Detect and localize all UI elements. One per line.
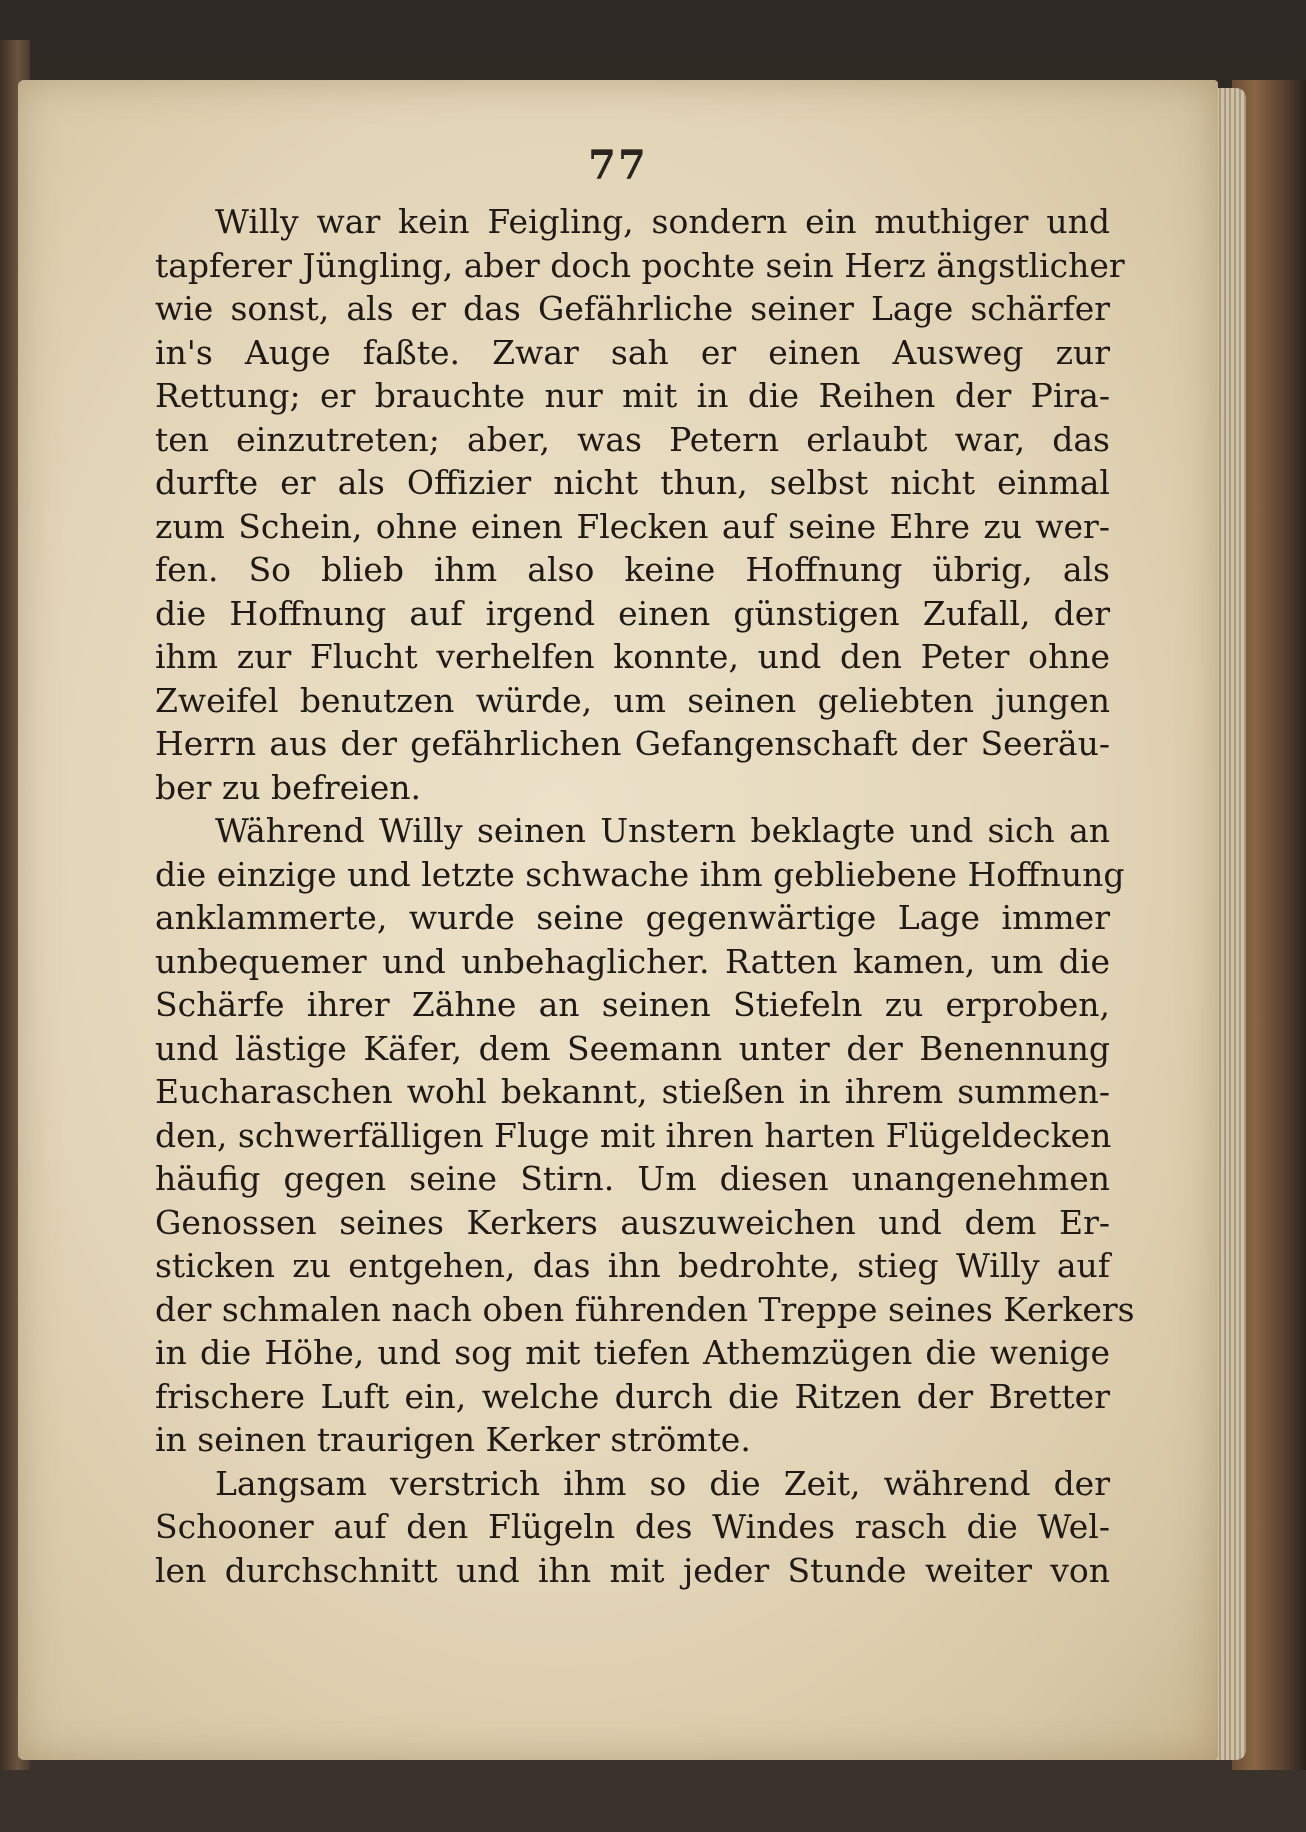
text-line: ihm zur Flucht verhelfen konnte, und den Peter ohne	[155, 637, 1110, 676]
text-line: ten einzutreten; aber, was Petern erlaubt war, das	[155, 419, 1110, 459]
text-line: die Hoffnung auf irgend einen günstigen Zufall, der	[155, 593, 1110, 633]
text-line: Schooner auf den Flügeln des Windes rasch die Wel-	[155, 1507, 1110, 1546]
text-line: unbequemer und unbehaglicher. Ratten kamen, um die	[155, 941, 1110, 981]
text-line: Willy war kein Feigling, sondern ein muthiger und	[215, 202, 1110, 241]
text-line: frischere Luft ein, welche durch die Ritzen der Bretter	[155, 1376, 1110, 1416]
text-line: Genossen seines Kerkers auszuweichen und dem Er-	[155, 1202, 1110, 1242]
text-line: Langsam verstrich ihm so die Zeit, während der	[215, 1463, 1110, 1503]
text-line: Eucharaschen wohl bekannt, stießen in ihrem summen-	[155, 1072, 1110, 1111]
text-line: in die Höhe, und sog mit tiefen Athemzügen die wenige	[155, 1333, 1110, 1372]
text-line: zum Schein, ohne einen Flecken auf seine Ehre zu wer-	[155, 506, 1110, 546]
text-line: der schmalen nach oben führenden Treppe seines Kerkers	[155, 1289, 1135, 1329]
text-line: sticken zu entgehen, das ihn bedrohte, stieg Willy auf	[155, 1246, 1110, 1285]
text-line: den, schwerfälligen Fluge mit ihren harten Flügeldecken	[155, 1115, 1112, 1155]
text-line: in's Auge faßte. Zwar sah er einen Ausweg zur	[155, 332, 1110, 372]
text-line: durfte er als Offizier nicht thun, selbst nicht einmal	[155, 463, 1110, 502]
text-line: ber zu befreien.	[155, 767, 422, 807]
text-line: häufig gegen seine Stirn. Um diesen unangenehmen	[155, 1159, 1110, 1198]
text-line: Rettung; er brauchte nur mit in die Reihen der Pira-	[155, 376, 1110, 415]
text-line: in seinen traurigen Kerker strömte.	[155, 1420, 751, 1459]
text-line: fen. So blieb ihm also keine Hoffnung übrig, als	[155, 550, 1110, 589]
text-line: Während Willy seinen Unstern beklagte und sich an	[215, 811, 1110, 850]
text-line: Zweifel benutzen würde, um seinen geliebten jungen	[155, 680, 1110, 720]
text-line: Schärfe ihrer Zähne an seinen Stiefeln zu erproben,	[155, 985, 1110, 1024]
page-number: 77	[588, 142, 648, 189]
text-line: len durchschnitt und ihn mit jeder Stunde weiter von	[155, 1550, 1110, 1590]
text-line: die einzige und letzte schwache ihm gebliebene Hoffnung	[155, 854, 1125, 894]
text-line: Herrn aus der gefährlichen Gefangenschaft der Seeräu-	[155, 724, 1110, 763]
body-text	[155, 200, 1135, 1592]
text-line: anklammerte, wurde seine gegenwärtige Lage immer	[155, 898, 1110, 937]
book-page	[18, 80, 1218, 1760]
text-line: tapferer Jüngling, aber doch pochte sein Herz ängstlicher	[155, 245, 1125, 285]
text-line: wie sonst, als er das Gefährliche seiner Lage schärfer	[155, 289, 1110, 328]
text-line: und lästige Käfer, dem Seemann unter der Benennung	[155, 1028, 1110, 1068]
